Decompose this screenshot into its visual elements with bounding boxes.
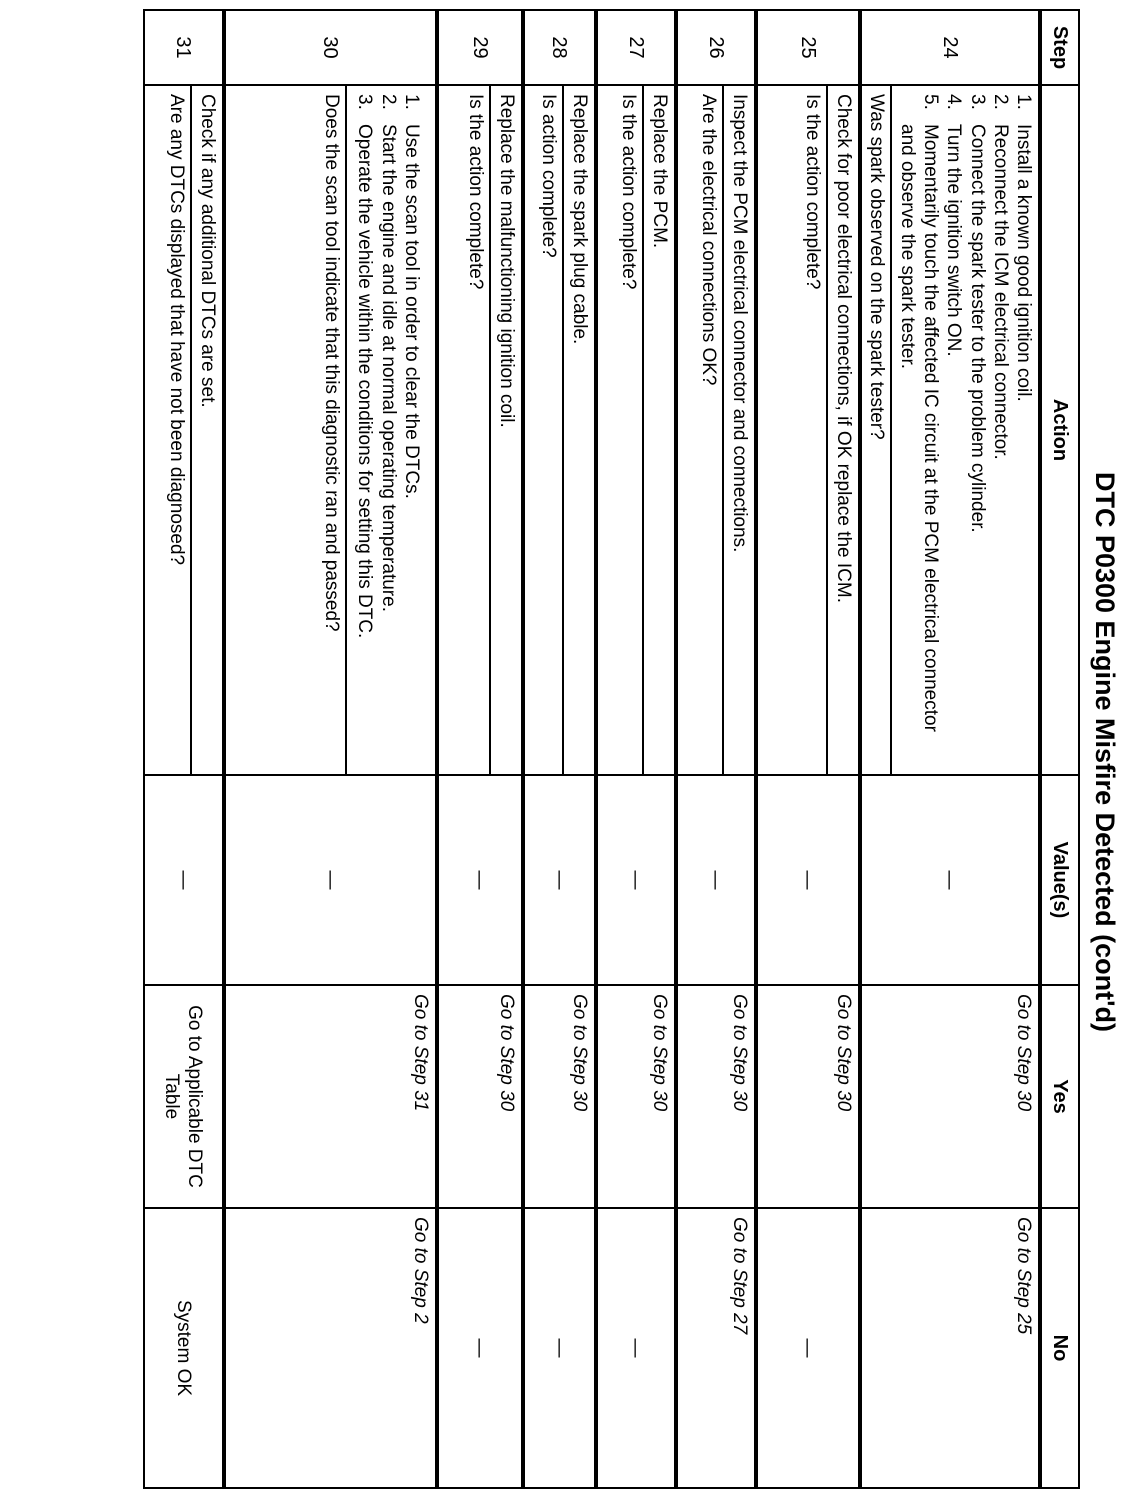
step-number: 27 — [596, 10, 676, 85]
action-cell — [676, 85, 756, 775]
page-title: DTC P0300 Engine Misfire Detected (cont'd) — [1090, 471, 1120, 1033]
step-number: 25 — [756, 10, 860, 85]
no-cell: — — [596, 1208, 676, 1488]
table-row — [676, 10, 756, 1488]
table-header-row — [1040, 10, 1079, 1488]
header-step: Step — [1040, 10, 1079, 85]
list-item: 2. Start the engine and idle at normal operating temperature. — [377, 94, 399, 612]
no-cell: Go to Step 2 — [224, 1208, 437, 1488]
step-number: 31 — [144, 10, 224, 85]
no-cell: — — [756, 1208, 860, 1488]
question-text: Are the electrical connections OK? — [693, 86, 723, 774]
value-cell: — — [676, 775, 756, 985]
table-row — [860, 10, 1040, 1488]
yes-cell: Go to Step 30 — [596, 985, 676, 1208]
value-cell: — — [144, 775, 224, 985]
value-cell: — — [756, 775, 860, 985]
table-row — [596, 10, 676, 1488]
list-item: 2. Reconnect the ICM electrical connector. — [989, 94, 1011, 460]
action-text: Replace the malfunctioning ignition coil. — [495, 94, 517, 428]
list-item: 1. Install a known good ignition coil. — [1013, 94, 1034, 402]
question-text: Was spark observed on the spark tester? — [862, 86, 892, 774]
list-item: 4. Turn the ignition switch ON. — [943, 94, 965, 357]
value-cell: — — [437, 775, 523, 985]
no-cell: Go to Step 27 — [676, 1208, 756, 1488]
diagnostic-table — [143, 9, 1080, 1489]
yes-cell: Go to Step 30 — [437, 985, 523, 1208]
step-number: 28 — [523, 10, 596, 85]
header-values: Value(s) — [1040, 775, 1079, 985]
yes-cell: Go to Step 30 — [523, 985, 596, 1208]
action-cell — [144, 85, 224, 775]
header-no: No — [1040, 1208, 1079, 1488]
question-text: Is action complete? — [533, 86, 563, 774]
no-cell: — — [523, 1208, 596, 1488]
action-cell — [523, 85, 596, 775]
yes-cell: Go to Step 30 — [676, 985, 756, 1208]
action-text: Check for poor electrical connections, if OK replace the ICM. — [832, 94, 854, 604]
action-text: Replace the PCM. — [648, 94, 670, 249]
table-row — [144, 10, 224, 1488]
action-text: Check if any additional DTCs are set. — [196, 94, 218, 408]
header-yes: Yes — [1040, 985, 1079, 1208]
no-cell: — — [437, 1208, 523, 1488]
yes-cell: Go to Applicable DTC Table — [144, 985, 224, 1208]
question-text: Does the scan tool indicate that this diagnostic ran and passed? — [317, 86, 347, 774]
no-cell: Go to Step 25 — [860, 1208, 1040, 1488]
step-number: 29 — [437, 10, 523, 85]
list-item: 1. Use the scan tool in order to clear the DTCs. — [400, 94, 422, 499]
value-cell: — — [523, 775, 596, 985]
action-steps-list — [896, 94, 1035, 766]
table-row — [224, 10, 437, 1488]
table-row — [437, 10, 523, 1488]
question-text: Is the action complete? — [460, 86, 490, 774]
question-text: Is the action complete? — [613, 86, 643, 774]
value-cell: — — [860, 775, 1040, 985]
action-cell — [437, 85, 523, 775]
question-text: Are any DTCs displayed that have not been diagnosed? — [161, 86, 191, 774]
action-cell — [756, 85, 860, 775]
value-cell: — — [224, 775, 437, 985]
header-action: Action — [1040, 85, 1079, 775]
table-row — [756, 10, 860, 1488]
step-number: 26 — [676, 10, 756, 85]
action-cell — [860, 85, 1040, 775]
yes-cell: Go to Step 30 — [860, 985, 1040, 1208]
list-item: 3. Operate the vehicle within the conditions for setting this DTC. — [354, 94, 376, 639]
list-item: 3. Connect the spark tester to the problem cylinder. — [966, 94, 988, 533]
no-cell: System OK — [144, 1208, 224, 1488]
question-text: Is the action complete? — [797, 86, 827, 774]
action-cell — [224, 85, 437, 775]
yes-cell: Go to Step 30 — [756, 985, 860, 1208]
action-text: Inspect the PCM electrical connector and connections. — [728, 94, 750, 553]
action-cell — [596, 85, 676, 775]
list-item: 5. Momentarily touch the affected IC circuit at the PCM electrical connector and observe the spark tester. — [897, 94, 942, 732]
value-cell: — — [596, 775, 676, 985]
action-steps-list — [353, 94, 423, 766]
step-number: 24 — [860, 10, 1040, 85]
table-row — [523, 10, 596, 1488]
step-number: 30 — [224, 10, 437, 85]
yes-cell: Go to Step 31 — [224, 985, 437, 1208]
action-text: Replace the spark plug cable. — [568, 94, 590, 345]
